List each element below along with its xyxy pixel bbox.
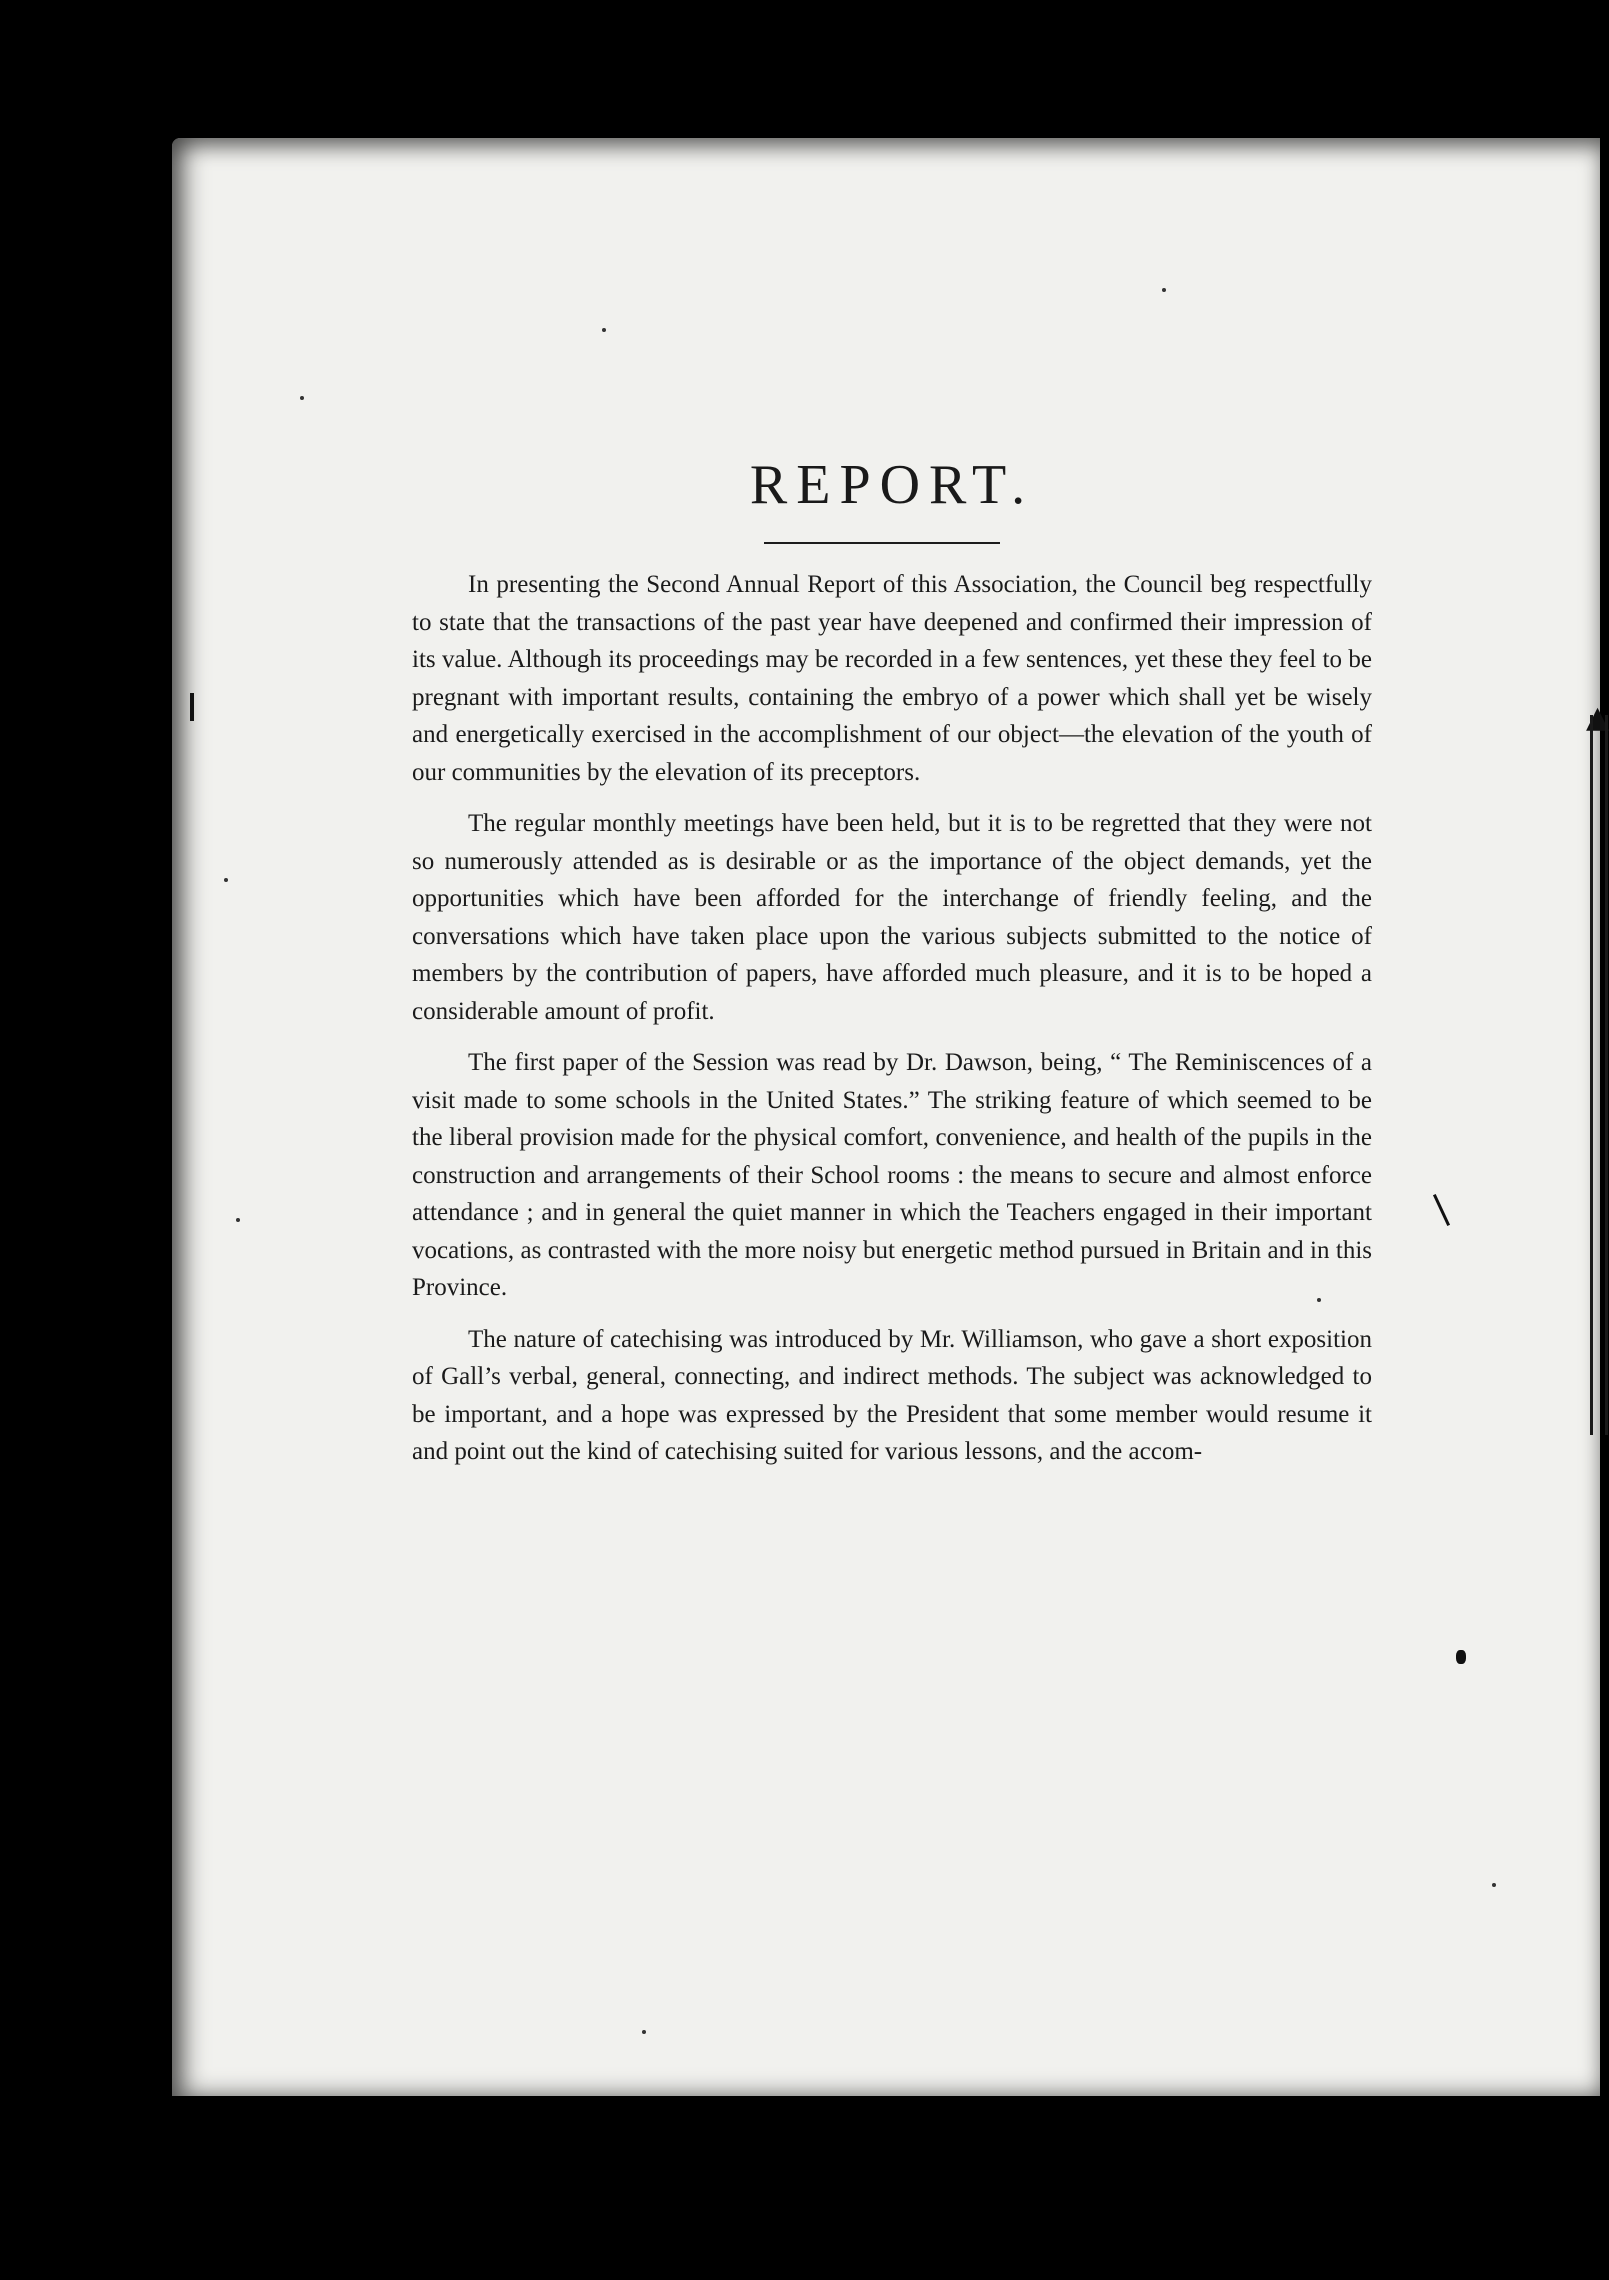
report-title: REPORT. xyxy=(749,454,1035,516)
report-body xyxy=(412,566,1372,1485)
paragraph-3: The first paper of the Session was read by Dr. Dawson, being, “ The Reminiscences of a visit made to some schools in the United States.” The striking feature of which seemed to be the liberal provision made for the physical comfort, convenience, and health of the pupils in the construction and arrangements of their School rooms : the means to secure and almost enforce attendance ; and in general the quiet manner in which the Teachers engaged in their important vocations, as contrasted with the more noisy but energetic method pursued in Britain and in this Province. xyxy=(412,1049,1372,1301)
right-margin-tick xyxy=(1433,1194,1450,1226)
scan-speck xyxy=(224,878,228,882)
paragraph-2: The regular monthly meetings have been held, but it is to be regretted that they were not so numerously attended as is desirable or as the importance of the object demands, yet the opportunities which have been afforded for the interchange of friendly feeling, and the conversations which have taken place upon the various subjects submitted to the notice of members by the contribution of papers, have afforded much pleasure, and it is to be hoped a considerable amount of profit. xyxy=(412,810,1372,1025)
margin-bracket-mark xyxy=(1590,715,1608,1435)
paragraph-4: The nature of catechising was introduced by Mr. Williamson, who gave a short exposition of Gall’s verbal, general, connecting, and indirect methods. The subject was acknowledged to be important, and a hope was expressed by the President that some member would resume it and point out the kind of catechising suited for various lessons, and the accom- xyxy=(412,1325,1372,1465)
page-content xyxy=(412,138,1372,2096)
paper-sheet xyxy=(172,138,1609,2096)
paragraph-1: In presenting the Second Annual Report of this Association, the Council beg respectfully to state that the transactions of the past year have deepened and confirmed their impression of its value. Although its proceedings may be recorded in a few sentences, yet these they feel to be pregnant with important results, containing the embryo of a power which shall yet be wisely and energetically exercised in the accomplishment of our object—the elevation of the youth of our communities by the elevation of its preceptors. xyxy=(412,571,1372,786)
scan-speck xyxy=(1317,1298,1321,1302)
scan-speck xyxy=(602,328,606,332)
margin-arrow-mark: ▲ xyxy=(1586,700,1609,735)
left-margin-mark xyxy=(190,693,194,721)
title-underline xyxy=(764,542,1000,544)
scan-speck xyxy=(642,2030,646,2034)
scan-speck xyxy=(236,1218,240,1222)
right-margin-blot xyxy=(1456,1650,1466,1664)
scan-speck xyxy=(1162,288,1166,292)
scan-speck xyxy=(1492,1883,1496,1887)
scan-speck xyxy=(300,396,304,400)
